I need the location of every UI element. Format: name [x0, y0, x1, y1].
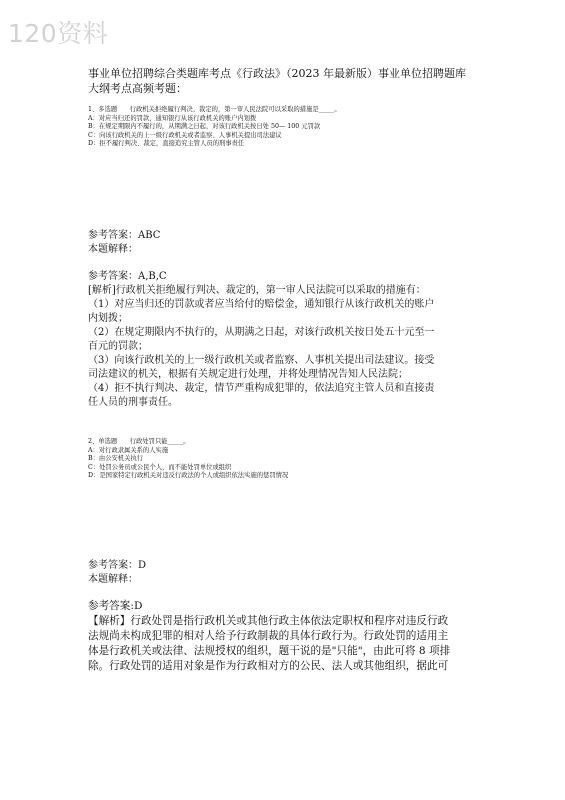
explanation-line: [解析]行政机关拒绝履行判决、裁定的，第一审人民法院可以采取的措施有：: [88, 285, 426, 296]
question-1-explanation: [88, 270, 488, 410]
explanation-line: 体是行政机关或法律、法规授权的组织，题干说的是"只能"，由此可将 8 项排: [88, 645, 451, 657]
question-1: [88, 106, 341, 149]
question-2-answer-block: [88, 559, 146, 587]
explanation-line: （1）对应当归还的罚款或者应当给付的赔偿金，通知银行从该行政机关的账户: [88, 299, 435, 310]
question-1-answer-block: [88, 229, 160, 257]
explanation-line: 【解析】行政处罚是指行政机关或其他行政主体依法定职权和程序对违反行政: [88, 615, 449, 627]
explanation-line: （2）在规定期限内不执行的，从期满之日起，对该行政机关按日处五十元至一: [88, 327, 435, 338]
question-1-stem: 1、多选题 行政机关拒绝履行判决、裁定的，第一审人民法院可以采取的措施是_____。: [88, 106, 341, 113]
question-2-stem: 2、单选题 行政处罚只能_____。: [88, 438, 190, 445]
question-2-explanation: [88, 599, 488, 674]
question-2-answer-ref: 参考答案：D: [88, 560, 147, 571]
explanation-line: 百元的罚款；: [88, 341, 148, 352]
question-2-explain-label: 本题解释：: [88, 574, 138, 585]
question-1-option-d: D：拒不履行判决、裁定，直接追究主管人员的刑事责任: [88, 140, 245, 148]
question-2: [88, 438, 288, 481]
explanation-line: 任人员的刑事责任。: [88, 397, 178, 408]
explanation-line: 内划拨；: [88, 313, 128, 324]
document-title: [88, 66, 466, 96]
title-line-1: 事业单位招聘综合类题库考点《行政法》（2023 年最新版）事业单位招聘题库: [88, 67, 466, 80]
question-2-option-a: A：对行政隶属关系的人实施: [88, 446, 169, 454]
question-2-option-b: B：由公安机关执行: [88, 455, 144, 463]
explanation-line: 法规尚未构成犯罪的相对人给予行政制裁的具体行政行为。行政处罚的适用主: [88, 630, 449, 642]
question-1-answer-ref: 参考答案：ABC: [88, 230, 161, 241]
question-1-option-b: B：在规定期限内不履行的，从期满之日起，对该行政机关按日处 50— 100 元罚款: [88, 123, 321, 131]
question-1-explain-label: 本题解释：: [88, 244, 138, 255]
title-line-2: 大纲考点高频考题：: [88, 82, 187, 95]
question-2-option-d: D：是国家特定行政机关对违反行政法的个人或组织依法实施的惩罚情况: [88, 472, 289, 480]
question-1-option-c: C：向该行政机关的上一级行政机关或者监察、人事机关提出司法建议: [88, 131, 282, 139]
question-2-option-c: C：处罚公务员或公民个人，而不能处罚单位或组织: [88, 463, 232, 471]
explanation-line: （3）向该行政机关的上一级行政机关或者监察、人事机关提出司法建议。接受: [88, 355, 435, 366]
explanation-line: 司法建议的机关，根据有关规定进行处理，并将处理情况告知人民法院；: [88, 369, 408, 380]
question-1-option-a: A：对应当归还的罚款，通知银行从该行政机关的账户内划拨: [88, 114, 257, 122]
question-2-answer-detail: 参考答案:D: [88, 600, 143, 612]
explanation-line: 除。行政处罚的适用对象是作为行政相对方的公民、法人或其他组织，据此可: [88, 660, 449, 672]
question-1-answer-detail: 参考答案：A,B,C: [88, 271, 167, 282]
watermark: 120资料: [8, 19, 109, 48]
explanation-line: （4）拒不执行判决、裁定，情节严重构成犯罪的，依法追究主管人员和直接责: [88, 383, 435, 394]
